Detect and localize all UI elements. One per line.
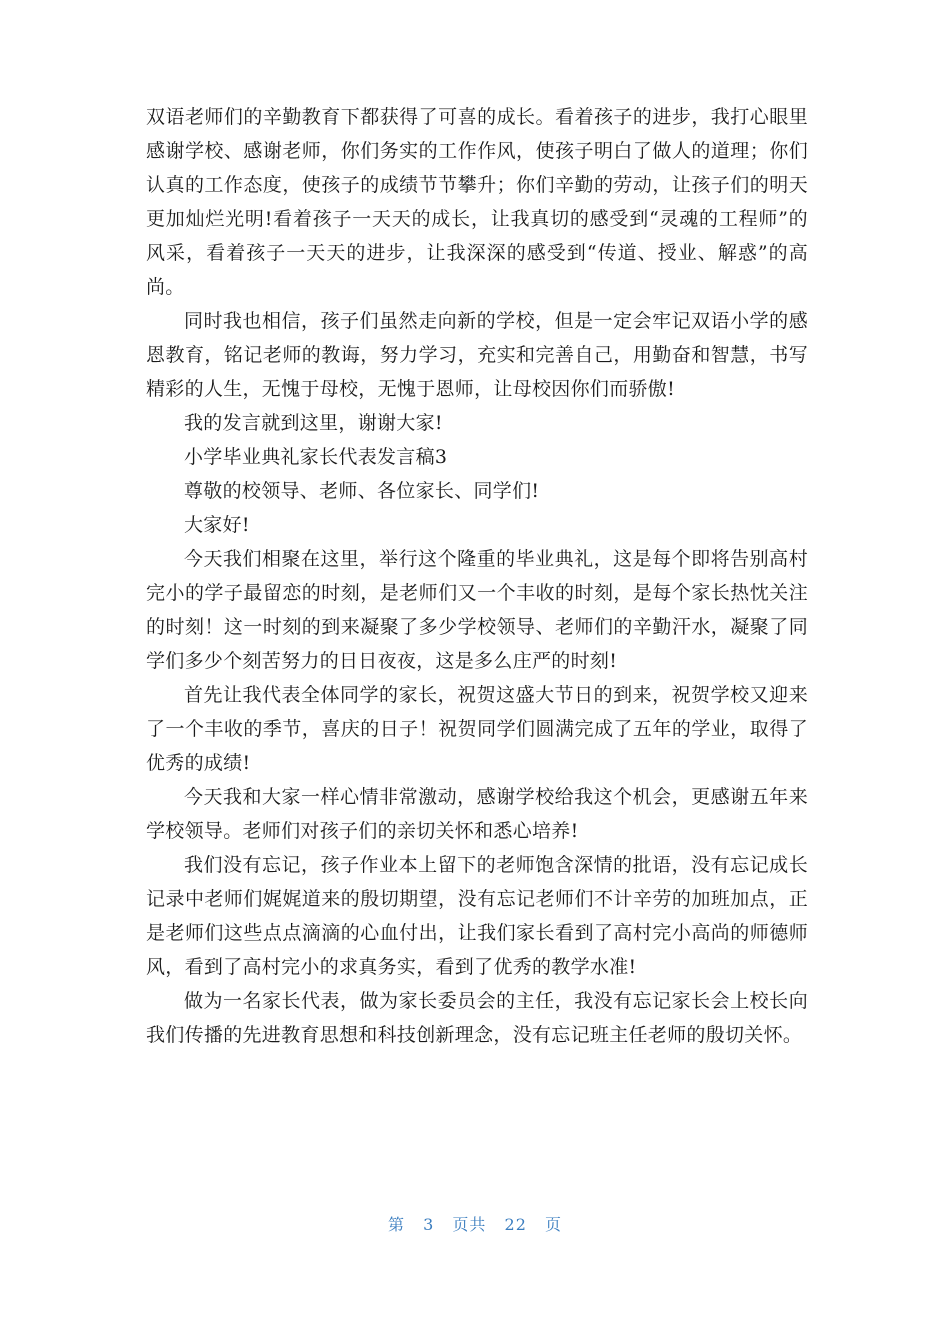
footer-total-pages: 22: [504, 1215, 527, 1234]
paragraph-10: 我们没有忘记，孩子作业本上留下的老师饱含深情的批语，没有忘记成长记录中老师们娓娓道来的殷切期望，没有忘记老师们不计辛劳的加班加点，正是老师们这些点点滴滴的心血付出，让我们家长看到了高村完小高尚的师德师风，看到了高村完小的求真务实，看到了优秀的教学水准!: [146, 854, 808, 978]
footer-label-page-end: 页: [544, 1215, 562, 1234]
document-body: [146, 100, 808, 1052]
paragraph-8: 首先让我代表全体同学的家长，祝贺这盛大节日的到来，祝贺学校又迎来了一个丰收的季节，喜庆的日子！祝贺同学们圆满完成了五年的学业，取得了优秀的成绩!: [146, 684, 808, 774]
paragraph-7: 今天我们相聚在这里，举行这个隆重的毕业典礼，这是每个即将告别高村完小的学子最留恋的时刻，是老师们又一个丰收的时刻，是每个家长热忱关注的时刻！这一时刻的到来凝聚了多少学校领导、老师们的辛勤汗水，凝聚了同学们多少个刻苦努力的日日夜夜，这是多么庄严的时刻!: [146, 548, 808, 672]
footer-label-of-total: 页共: [452, 1215, 487, 1234]
section-title: 小学毕业典礼家长代表发言稿3: [184, 446, 448, 468]
greeting: 大家好!: [184, 514, 250, 536]
paragraph-9: 今天我和大家一样心情非常激动，感谢学校给我这个机会，更感谢五年来学校领导。老师们对孩子们的亲切关怀和悉心培养!: [146, 786, 808, 842]
paragraph-1: 双语老师们的辛勤教育下都获得了可喜的成长。看着孩子的进步，我打心眼里感谢学校、感谢老师，你们务实的工作作风，使孩子明白了做人的道理；你们认真的工作态度，使孩子的成绩节节攀升；你们辛勤的劳动，让孩子们的明天更加灿烂光明!看着孩子一天天的成长，让我真切的感受到“灵魂的工程师”的风采，看着孩子一天天的进步，让我深深的感受到“传道、授业、解惑”的高尚。: [146, 106, 808, 298]
paragraph-3: 我的发言就到这里，谢谢大家!: [184, 412, 443, 434]
salutation: 尊敬的校领导、老师、各位家长、同学们!: [184, 480, 540, 502]
page-footer: [0, 1212, 950, 1235]
footer-current-page: 3: [423, 1215, 435, 1234]
paragraph-11: 做为一名家长代表，做为家长委员会的主任，我没有忘记家长会上校长向我们传播的先进教育思想和科技创新理念，没有忘记班主任老师的殷切关怀。: [146, 990, 808, 1046]
footer-label-page: 第: [388, 1215, 406, 1234]
paragraph-2: 同时我也相信，孩子们虽然走向新的学校，但是一定会牢记双语小学的感恩教育，铭记老师的教诲，努力学习，充实和完善自己，用勤奋和智慧，书写精彩的人生，无愧于母校，无愧于恩师，让母校因你们而骄傲!: [146, 310, 808, 400]
